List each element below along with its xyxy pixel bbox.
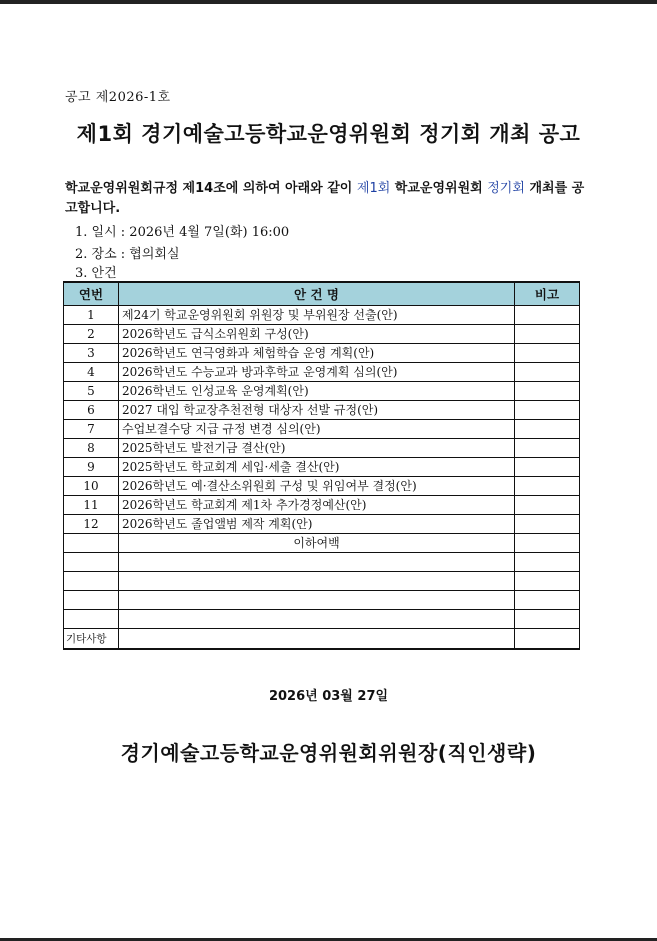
agenda-row <box>64 495 580 514</box>
agenda-row-remark <box>515 495 580 514</box>
agenda-row-name: 2026학년도 급식소위원회 구성(안) <box>119 324 515 343</box>
agenda-row-remark <box>515 514 580 533</box>
blank-cell <box>515 533 580 552</box>
agenda-row-name: 2026학년도 예·결산소위원회 구성 및 위임여부 결정(안) <box>119 476 515 495</box>
top-border <box>0 0 657 4</box>
agenda-blank-note-row <box>64 533 580 552</box>
agenda-row-num: 5 <box>64 381 119 400</box>
agenda-row-name: 2026학년도 인성교육 운영계획(안) <box>119 381 515 400</box>
etc-content <box>119 628 515 649</box>
agenda-header-row <box>64 282 580 305</box>
agenda-row <box>64 457 580 476</box>
item-agenda-heading: 3. 안건 <box>75 266 117 281</box>
agenda-row <box>64 514 580 533</box>
agenda-row-num: 11 <box>64 495 119 514</box>
agenda-row-num: 2 <box>64 324 119 343</box>
blank-cell <box>119 571 515 590</box>
intro-text-3: 개최를 공고합니다. <box>65 181 585 216</box>
agenda-row-num: 4 <box>64 362 119 381</box>
item-datetime: 1. 일시 : 2026년 4월 7일(화) 16:00 <box>75 225 290 240</box>
agenda-row-name: 2025학년도 학교회계 세입·세출 결산(안) <box>119 457 515 476</box>
agenda-row-name: 2026학년도 졸업앨범 제작 계획(안) <box>119 514 515 533</box>
agenda-row-remark <box>515 438 580 457</box>
agenda-empty-row <box>64 552 580 571</box>
agenda-row-num: 8 <box>64 438 119 457</box>
document-title: 제1회 경기예술고등학교운영위원회 정기회 개최 공고 <box>76 122 581 146</box>
agenda-body <box>64 305 580 649</box>
intro-paragraph <box>65 179 590 219</box>
blank-cell <box>515 552 580 571</box>
agenda-row-num: 12 <box>64 514 119 533</box>
agenda-row-remark <box>515 400 580 419</box>
agenda-row-num: 1 <box>64 305 119 324</box>
agenda-row-remark <box>515 324 580 343</box>
blank-cell <box>119 609 515 628</box>
blank-cell <box>64 590 119 609</box>
item-place: 2. 장소 : 협의회실 <box>75 247 180 262</box>
blank-cell <box>64 552 119 571</box>
blank-cell <box>515 609 580 628</box>
header-name: 안 건 명 <box>119 282 515 305</box>
agenda-row-name: 2027 대입 학교장추천전형 대상자 선발 규정(안) <box>119 400 515 419</box>
agenda-row <box>64 400 580 419</box>
etc-label: 기타사항 <box>64 628 119 649</box>
blank-cell <box>64 609 119 628</box>
document-date: 2026년 03월 27일 <box>268 689 389 704</box>
blank-note: 이하여백 <box>119 533 515 552</box>
notice-number: 공고 제2026-1호 <box>65 90 171 105</box>
intro-highlight-session: 제1회 <box>356 181 391 196</box>
agenda-row-remark <box>515 362 580 381</box>
agenda-row-num: 7 <box>64 419 119 438</box>
agenda-row <box>64 343 580 362</box>
agenda-row-remark <box>515 457 580 476</box>
agenda-row-name: 제24기 학교운영위원회 위원장 및 부위원장 선출(안) <box>119 305 515 324</box>
agenda-row <box>64 305 580 324</box>
intro-text-2: 학교운영위원회 <box>390 181 488 196</box>
header-num: 연번 <box>64 282 119 305</box>
intro-text-1: 학교운영위원회규정 제14조에 의하여 아래와 같이 <box>65 181 357 196</box>
agenda-etc-row <box>64 628 580 649</box>
blank-cell <box>119 590 515 609</box>
agenda-row-num: 3 <box>64 343 119 362</box>
agenda-row-remark <box>515 343 580 362</box>
agenda-row-name: 2025학년도 발전기금 결산(안) <box>119 438 515 457</box>
agenda-row-remark <box>515 419 580 438</box>
agenda-row <box>64 362 580 381</box>
intro-highlight-regular: 정기회 <box>487 181 525 196</box>
blank-cell <box>64 533 119 552</box>
signature-line: 경기예술고등학교운영위원회위원장(직인생략) <box>120 741 537 765</box>
blank-cell <box>515 590 580 609</box>
agenda-row <box>64 438 580 457</box>
agenda-row-name: 2026학년도 수능교과 방과후학교 운영계획 심의(안) <box>119 362 515 381</box>
agenda-empty-row <box>64 571 580 590</box>
agenda-empty-row <box>64 609 580 628</box>
blank-cell <box>515 571 580 590</box>
agenda-row-num: 6 <box>64 400 119 419</box>
header-remark: 비고 <box>515 282 580 305</box>
agenda-row-num: 9 <box>64 457 119 476</box>
agenda-table <box>63 281 580 650</box>
agenda-row-remark <box>515 305 580 324</box>
blank-cell <box>119 552 515 571</box>
agenda-empty-row <box>64 590 580 609</box>
agenda-row-name: 2026학년도 연극영화과 체험학습 운영 계획(안) <box>119 343 515 362</box>
agenda-row-remark <box>515 476 580 495</box>
etc-remark <box>515 628 580 649</box>
agenda-row-name: 2026학년도 학교회계 제1차 추가경정예산(안) <box>119 495 515 514</box>
agenda-row-name: 수업보결수당 지급 규정 변경 심의(안) <box>119 419 515 438</box>
agenda-row <box>64 324 580 343</box>
agenda-row-num: 10 <box>64 476 119 495</box>
blank-cell <box>64 571 119 590</box>
agenda-row <box>64 476 580 495</box>
agenda-row-remark <box>515 381 580 400</box>
agenda-row <box>64 381 580 400</box>
agenda-row <box>64 419 580 438</box>
